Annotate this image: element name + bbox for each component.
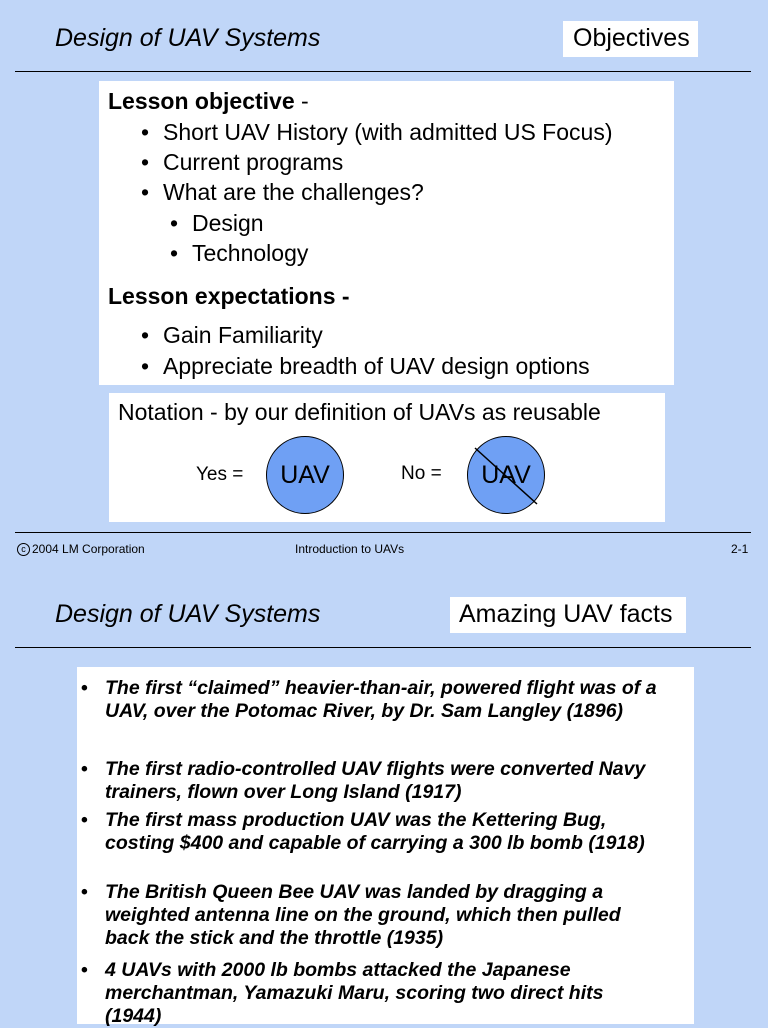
expectation-item: • Appreciate breadth of UAV design options <box>141 353 590 379</box>
fact-item: • 4 UAVs with 2000 lb bombs attacked the Japanese merchantman, Yamazuki Maru, scoring two direct hits (1944) <box>81 959 604 1027</box>
footer-center: Introduction to UAVs <box>295 542 405 556</box>
slide2-tag <box>450 597 686 633</box>
slide2-tag-text: Amazing UAV facts <box>459 600 673 628</box>
expectation-item: • Gain Familiarity <box>141 322 323 348</box>
objective-heading-suffix: - <box>294 88 309 114</box>
no-label: No = <box>401 463 442 484</box>
footer-rule <box>15 532 751 533</box>
objective-heading <box>108 88 309 115</box>
objective-item: • What are the challenges? <box>141 179 424 205</box>
notation-box <box>109 393 665 522</box>
slide1-title-rule <box>15 71 751 72</box>
slide1-tag <box>563 21 698 57</box>
objectives-box <box>99 81 674 385</box>
uav-yes-icon <box>266 436 344 514</box>
fact-item: • The first “claimed” heavier-than-air, powered flight was of a UAV, over the Potomac River, by Dr. Sam Langley (1896) <box>81 677 657 722</box>
page-number: 2-1 <box>731 542 749 556</box>
expectations-heading: Lesson expectations - <box>108 283 350 309</box>
fact-item: • The first radio-controlled UAV flights were converted Navy trainers, flown over Long Island (1917) <box>81 758 646 803</box>
notation-text: Notation - by our definition of UAVs as reusable <box>118 399 601 425</box>
slide2-title-rule <box>15 647 751 648</box>
copyright <box>17 542 145 556</box>
fact-item: • The first mass production UAV was the Kettering Bug, costing $400 and capable of carrying a 300 lb bomb (1918) <box>81 809 645 854</box>
fact-item: • The British Queen Bee UAV was landed by dragging a weighted antenna line on the ground, which then pulled back the stick and the throttle (1935) <box>81 881 621 949</box>
uav-yes-label: UAV <box>280 460 330 489</box>
slide2-title: Design of UAV Systems <box>55 600 321 628</box>
strike-through-icon <box>467 436 545 514</box>
objective-heading-text: Lesson objective <box>108 88 295 114</box>
yes-label: Yes = <box>196 464 244 485</box>
slide1-tag-text: Objectives <box>573 24 690 52</box>
challenge-item: • Design <box>170 210 264 236</box>
facts-box <box>77 667 694 1027</box>
challenge-item: • Technology <box>170 240 309 266</box>
copyright-text: 2004 LM Corporation <box>32 542 145 556</box>
objective-item: • Current programs <box>141 149 344 175</box>
copyright-icon: c <box>17 543 30 556</box>
objective-item: • Short UAV History (with admitted US Focus) <box>141 119 613 145</box>
uav-no-label: UAV <box>481 460 531 489</box>
slide1-title: Design of UAV Systems <box>55 24 321 52</box>
